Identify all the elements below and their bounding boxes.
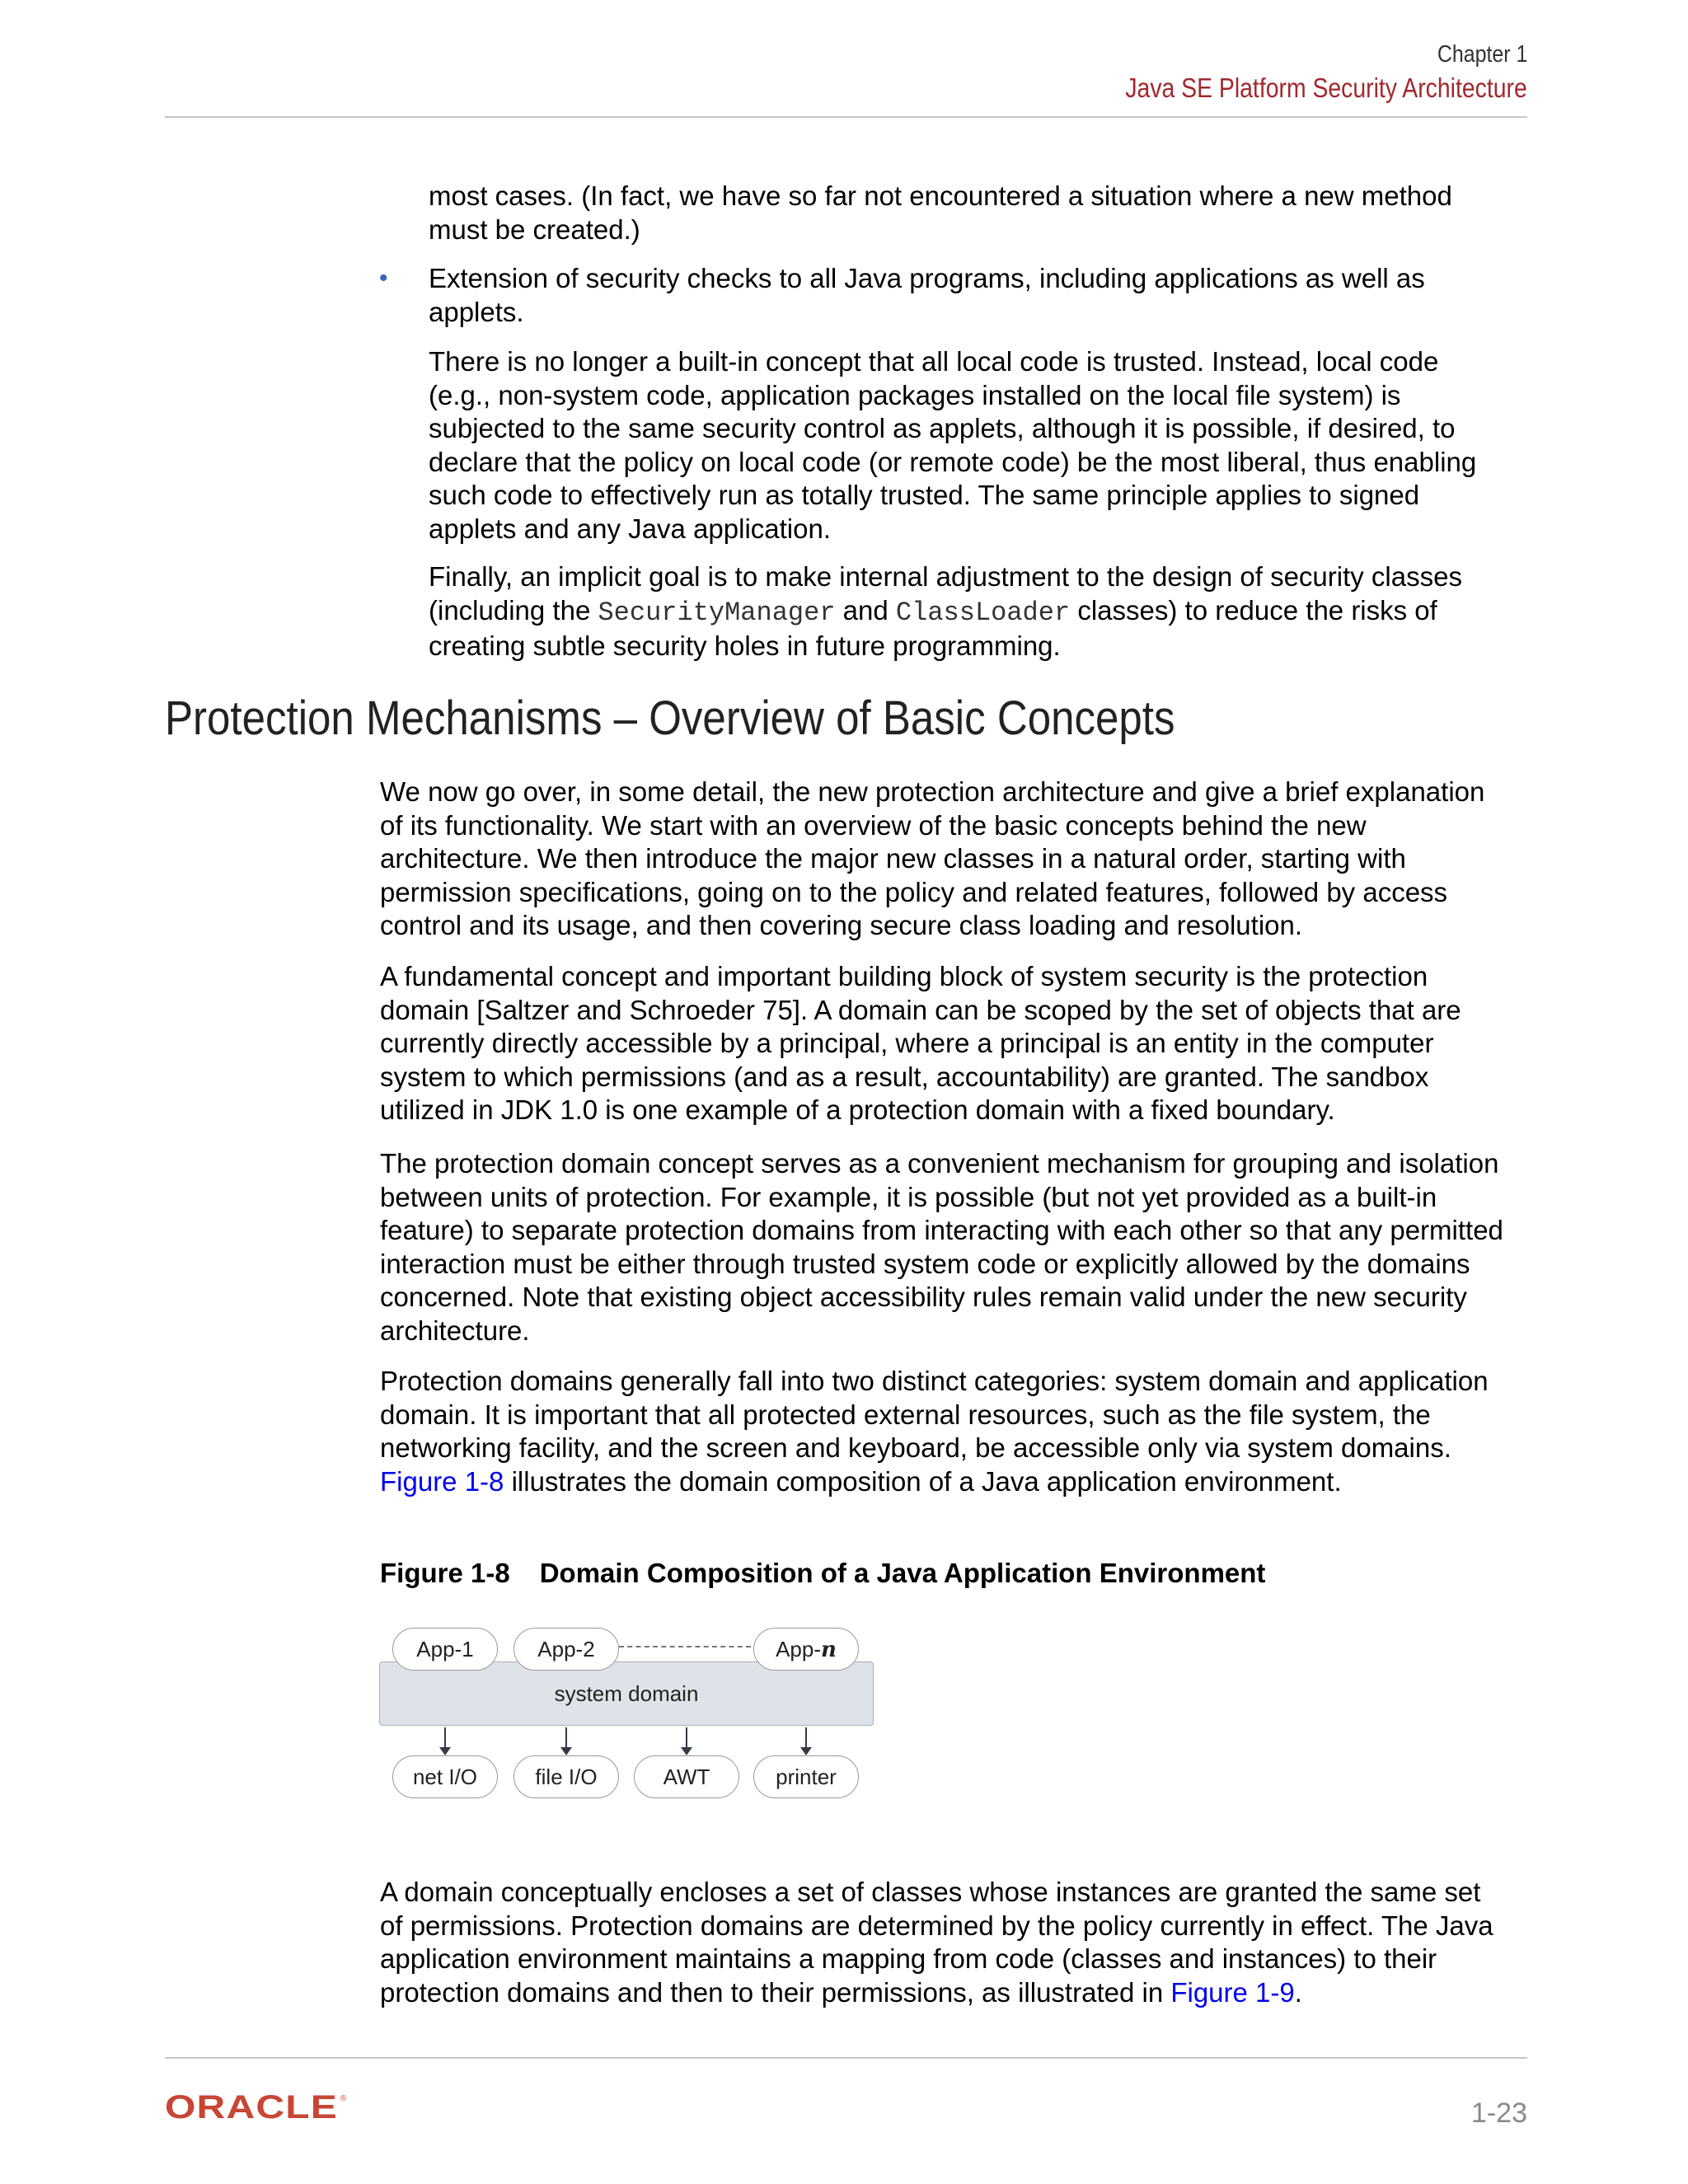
oracle-logo bbox=[165, 2091, 354, 2128]
chapter-title: Java SE Platform Security Architecture bbox=[1125, 73, 1527, 103]
code-class-loader: ClassLoader bbox=[895, 597, 1071, 628]
page-number: 1-23 bbox=[1470, 2097, 1527, 2129]
section-paragraph-1: We now go over, in some detail, the new protection architecture and give a brief explanation of its functionality. We start with an overview of the basic concepts behind the new architecture. We then introduce the major new classes in a natural order, starting with permission specifications, going on to the policy and related features, followed by access control and its usage, and then covering secure class loading and resolution. bbox=[380, 776, 1485, 940]
printer-node: printer bbox=[753, 1755, 859, 1798]
section-paragraph-5: A domain conceptually encloses a set of classes whose instances are granted the same set of permissions. Protection domains are determined by the policy currently in effect. The Java application environment maintains a mapping from code (classes and instances) to their protection domains and then to their permissions, as illustrated in Figure 1-9. bbox=[380, 1877, 1493, 2008]
oracle-logo-icon bbox=[165, 2091, 354, 2124]
figure-caption: Figure 1-8 Domain Composition of a Java Application Environment bbox=[380, 1558, 1266, 1588]
bullet-marker: • bbox=[379, 265, 388, 292]
system-domain-box: system domain bbox=[379, 1661, 874, 1726]
svg-text:ORACLE: ORACLE bbox=[165, 2091, 338, 2124]
intro-paragraph-3: Finally, an implicit goal is to make internal adjustment to the design of security classes (including the SecurityManager and ClassLoader classes) to reduce the risks of creating subtle security holes in future programming. bbox=[429, 561, 1462, 661]
app-1-node: App-1 bbox=[392, 1628, 498, 1671]
bullet-item: Extension of security checks to all Java programs, including applications as well as applets. bbox=[429, 263, 1425, 327]
app-n-node: App- n bbox=[753, 1628, 859, 1671]
figure-1-9-link[interactable]: Figure 1-9 bbox=[1170, 1976, 1295, 2008]
arrow-to-printer bbox=[805, 1727, 807, 1749]
section-paragraph-4: Protection domains generally fall into two distinct categories: system domain and application domain. It is important that all protected external resources, such as the file system, the networking facility, and the screen and keyboard, be accessible only via system domains. Figure 1-8 illustrates the domain composition of a Java application environment. bbox=[380, 1366, 1489, 1497]
section-heading: Protection Mechanisms – Overview of Basic Concepts bbox=[165, 691, 1175, 745]
net-io-node: net I/O bbox=[392, 1755, 498, 1798]
intro-paragraph-1: most cases. (In fact, we have so far not encountered a situation where a new method must be created.) bbox=[429, 180, 1452, 245]
section-paragraph-2: A fundamental concept and important building block of system security is the protection domain [Saltzer and Schroeder 75]. A domain can be scoped by the set of objects that are currently directly accessible by a principal, where a principal is an entity in the computer system to which permissions (and as a result, accountability) are granted. The sandbox utilized in JDK 1.0 is one example of a protection domain with a fixed boundary. bbox=[380, 961, 1461, 1125]
intro-paragraph-2: There is no longer a built-in concept that all local code is trusted. Instead, local code (e.g., non-system code, application packages installed on the local file system) is subjected to the same security control as applets, although it is possible, if desired, to declare that the policy on local code (or remote code) be the most liberal, thus enabling such code to effectively run as totally trusted. The same principle applies to signed applets and any Java application. bbox=[429, 346, 1477, 544]
arrow-to-awt bbox=[686, 1727, 687, 1749]
app-ellipsis-connector bbox=[619, 1646, 751, 1647]
code-security-manager: SecurityManager bbox=[598, 597, 836, 628]
section-paragraph-3: The protection domain concept serves as a convenient mechanism for grouping and isolation between units of protection. For example, it is possible (but not yet provided as a built-in feature) to separate protection domains from interacting with each other so that any permitted interaction must be either through trusted system code or explicitly allowed by the domains concerned. Note that existing object accessibility rules remain valid under the new security architecture. bbox=[380, 1148, 1503, 1346]
arrow-to-file-io bbox=[565, 1727, 567, 1749]
figure-1-8-link[interactable]: Figure 1-8 bbox=[380, 1465, 504, 1497]
chapter-label: Chapter 1 bbox=[1437, 41, 1527, 68]
arrow-to-net-io bbox=[444, 1727, 446, 1749]
svg-text:®: ® bbox=[340, 2094, 347, 2103]
app-2-node: App-2 bbox=[513, 1628, 619, 1671]
footer-divider bbox=[165, 2057, 1527, 2059]
file-io-node: file I/O bbox=[513, 1755, 619, 1798]
header-divider bbox=[165, 116, 1527, 118]
awt-node: AWT bbox=[634, 1755, 739, 1798]
